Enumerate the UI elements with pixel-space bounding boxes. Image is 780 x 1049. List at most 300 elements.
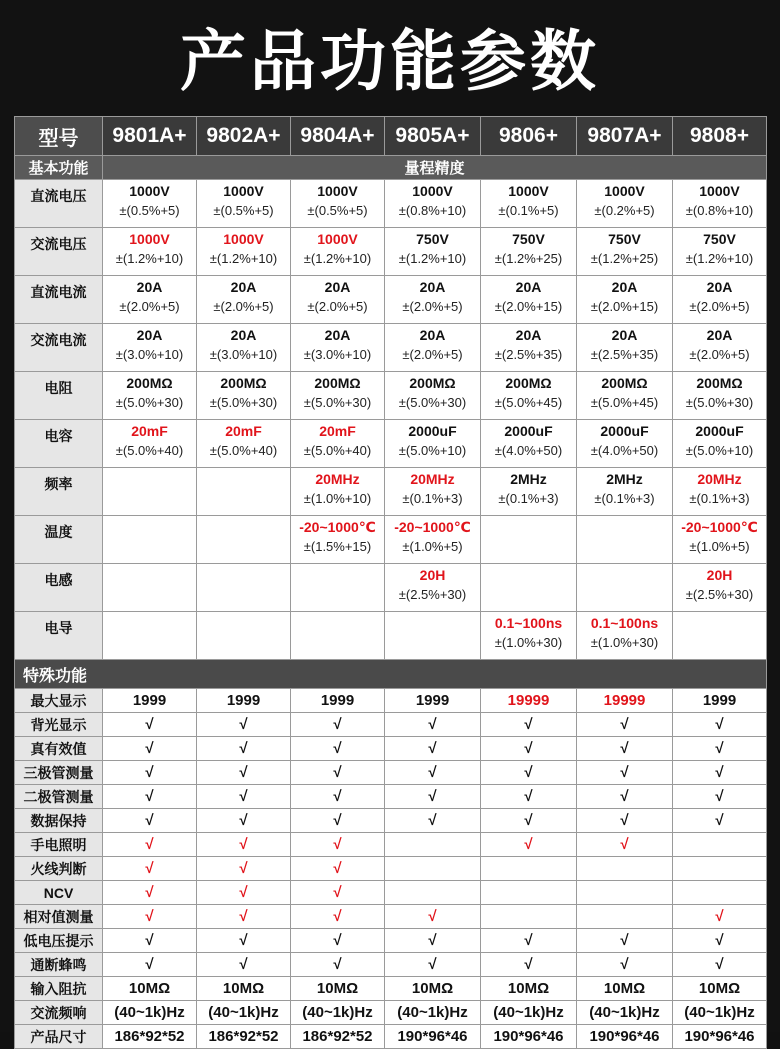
- spec-cell: [197, 324, 291, 372]
- feature-value: 190*96*46: [673, 1025, 767, 1049]
- feature-check: √: [481, 785, 577, 809]
- model-header: 9801A+: [103, 117, 197, 156]
- feature-check: √: [385, 929, 481, 953]
- accuracy-value: ±(1.2%+25): [590, 251, 659, 266]
- feature-check: √: [103, 953, 197, 977]
- spec-cell: [481, 612, 577, 660]
- feature-check: √: [673, 713, 767, 737]
- range-value: 2000uF: [504, 423, 553, 439]
- accuracy-value: ±(1.0%+30): [590, 635, 659, 650]
- special-row: [15, 785, 767, 809]
- range-value: 20A: [324, 327, 351, 343]
- spec-cell: [103, 372, 197, 420]
- spec-cell: [291, 516, 385, 564]
- range-value: 20mF: [319, 423, 356, 439]
- accuracy-value: ±(0.1%+3): [689, 491, 750, 506]
- basic-row: [15, 324, 767, 372]
- range-value: 0.1~100ns: [590, 615, 659, 631]
- feature-check: √: [103, 785, 197, 809]
- feature-check: √: [577, 929, 673, 953]
- feature-check: √: [197, 737, 291, 761]
- range-value: 20mF: [131, 423, 168, 439]
- range-value: [197, 612, 290, 613]
- row-label: 直流电压: [15, 180, 103, 228]
- model-header: 9802A+: [197, 117, 291, 156]
- range-value: 750V: [608, 231, 641, 247]
- spec-cell: [291, 228, 385, 276]
- spec-cell: [291, 468, 385, 516]
- feature-value: 1999: [197, 689, 291, 713]
- range-value: 20A: [611, 279, 638, 295]
- accuracy-value: ±(5.0%+40): [303, 443, 372, 458]
- feature-check: √: [291, 809, 385, 833]
- spec-cell: [103, 324, 197, 372]
- range-value: 750V: [703, 231, 736, 247]
- feature-check: √: [481, 809, 577, 833]
- feature-value: 10MΩ: [385, 977, 481, 1001]
- model-header: 9808+: [673, 117, 767, 156]
- range-value: 2MHz: [606, 471, 643, 487]
- row-label: 通断蜂鸣: [15, 953, 103, 977]
- accuracy-value: ±(2.0%+5): [307, 299, 368, 314]
- row-label: NCV: [15, 881, 103, 905]
- row-label: 交流电流: [15, 324, 103, 372]
- row-label: 二极管测量: [15, 785, 103, 809]
- range-value: 200MΩ: [314, 375, 361, 391]
- row-label: 温度: [15, 516, 103, 564]
- accuracy-value: ±(0.8%+10): [398, 203, 467, 218]
- spec-cell: [577, 372, 673, 420]
- feature-check: √: [103, 857, 197, 881]
- accuracy-value: ±(1.2%+10): [398, 251, 467, 266]
- range-value: [103, 612, 196, 613]
- spec-cell: [577, 516, 673, 564]
- accuracy-value: ±(2.0%+15): [590, 299, 659, 314]
- feature-check: √: [291, 929, 385, 953]
- accuracy-value: ±(2.0%+5): [213, 299, 274, 314]
- range-value: [673, 612, 766, 613]
- spec-cell: [197, 468, 291, 516]
- basic-row: [15, 612, 767, 660]
- spec-cell: [481, 180, 577, 228]
- spec-cell: [197, 228, 291, 276]
- range-value: 20mF: [225, 423, 262, 439]
- basic-row: [15, 420, 767, 468]
- spec-cell: [481, 276, 577, 324]
- feature-value: (40~1k)Hz: [673, 1001, 767, 1025]
- spec-cell: [673, 516, 767, 564]
- special-row: [15, 809, 767, 833]
- range-value: 200MΩ: [601, 375, 648, 391]
- range-value: -20~1000℃: [394, 519, 471, 535]
- range-value: 1000V: [223, 183, 264, 199]
- feature-check: √: [291, 905, 385, 929]
- feature-check: √: [673, 809, 767, 833]
- feature-check: √: [103, 761, 197, 785]
- feature-check: √: [197, 881, 291, 905]
- special-row: [15, 881, 767, 905]
- accuracy-value: ±(1.0%+5): [689, 539, 750, 554]
- row-label: 真有效值: [15, 737, 103, 761]
- row-label: 手电照明: [15, 833, 103, 857]
- range-value: 1000V: [508, 183, 549, 199]
- accuracy-value: ±(2.5%+30): [685, 587, 754, 602]
- accuracy-value: ±(3.0%+10): [303, 347, 372, 362]
- spec-cell: [103, 468, 197, 516]
- page-title: 产品功能参数: [180, 23, 600, 100]
- feature-check: √: [577, 953, 673, 977]
- spec-cell: [481, 564, 577, 612]
- spec-cell: [673, 612, 767, 660]
- model-header: 9805A+: [385, 117, 481, 156]
- row-label: 低电压提示: [15, 929, 103, 953]
- spec-cell: [673, 420, 767, 468]
- accuracy-value: ±(5.0%+45): [494, 395, 563, 410]
- feature-value: 19999: [577, 689, 673, 713]
- feature-check: √: [291, 785, 385, 809]
- feature-check: √: [481, 953, 577, 977]
- accuracy-value: ±(0.8%+10): [685, 203, 754, 218]
- row-label: 背光显示: [15, 713, 103, 737]
- feature-check: √: [577, 713, 673, 737]
- spec-cell: [103, 228, 197, 276]
- feature-check: [481, 905, 577, 929]
- feature-value: 10MΩ: [673, 977, 767, 1001]
- feature-value: 1999: [385, 689, 481, 713]
- row-label: 直流电流: [15, 276, 103, 324]
- accuracy-value: ±(2.0%+5): [402, 347, 463, 362]
- range-value: [481, 516, 576, 517]
- feature-value: 190*96*46: [577, 1025, 673, 1049]
- spec-cell: [291, 180, 385, 228]
- spec-cell: [291, 612, 385, 660]
- range-value: 1000V: [129, 231, 170, 247]
- feature-check: √: [197, 785, 291, 809]
- feature-check: √: [291, 857, 385, 881]
- special-row: [15, 833, 767, 857]
- accuracy-value: ±(5.0%+45): [590, 395, 659, 410]
- feature-value: 10MΩ: [577, 977, 673, 1001]
- feature-value: 10MΩ: [197, 977, 291, 1001]
- feature-value: 10MΩ: [481, 977, 577, 1001]
- feature-value: (40~1k)Hz: [385, 1001, 481, 1025]
- range-value: 750V: [416, 231, 449, 247]
- accuracy-value: ±(2.5%+30): [398, 587, 467, 602]
- special-row: [15, 761, 767, 785]
- accuracy-value: ±(0.1%+3): [498, 491, 559, 506]
- special-section-row: [15, 660, 767, 689]
- range-value: 20A: [230, 279, 257, 295]
- accuracy-value: ±(1.5%+15): [303, 539, 372, 554]
- feature-check: √: [197, 929, 291, 953]
- spec-cell: [197, 516, 291, 564]
- feature-check: √: [197, 761, 291, 785]
- range-value: 20A: [136, 279, 163, 295]
- basic-row: [15, 468, 767, 516]
- feature-check: √: [385, 905, 481, 929]
- special-section-title: 特殊功能: [15, 660, 767, 689]
- feature-value: 10MΩ: [103, 977, 197, 1001]
- basic-row: [15, 564, 767, 612]
- accuracy-value: ±(5.0%+40): [115, 443, 184, 458]
- feature-check: [385, 881, 481, 905]
- range-value: 20A: [136, 327, 163, 343]
- spec-cell: [385, 228, 481, 276]
- spec-cell: [385, 612, 481, 660]
- spec-cell: [385, 372, 481, 420]
- range-value: 200MΩ: [505, 375, 552, 391]
- spec-cell: [385, 564, 481, 612]
- spec-cell: [577, 420, 673, 468]
- special-row: [15, 737, 767, 761]
- basic-section-row: [15, 156, 767, 180]
- row-label: 产品尺寸: [15, 1025, 103, 1049]
- feature-value: (40~1k)Hz: [197, 1001, 291, 1025]
- spec-cell: [197, 180, 291, 228]
- accuracy-value: ±(2.0%+5): [689, 347, 750, 362]
- feature-check: √: [673, 737, 767, 761]
- range-value: [103, 564, 196, 565]
- accuracy-value: ±(0.5%+5): [213, 203, 274, 218]
- model-header: 9804A+: [291, 117, 385, 156]
- feature-check: [385, 833, 481, 857]
- feature-value: 190*96*46: [385, 1025, 481, 1049]
- spec-cell: [291, 372, 385, 420]
- feature-check: √: [385, 761, 481, 785]
- range-value: 750V: [512, 231, 545, 247]
- range-value: 20A: [419, 279, 446, 295]
- feature-check: √: [291, 881, 385, 905]
- accuracy-value: ±(1.2%+10): [685, 251, 754, 266]
- range-value: 1000V: [604, 183, 645, 199]
- basic-row: [15, 516, 767, 564]
- range-value: 1000V: [223, 231, 264, 247]
- special-row: [15, 1025, 767, 1049]
- range-value: 20A: [515, 279, 542, 295]
- feature-check: √: [673, 929, 767, 953]
- feature-check: √: [481, 929, 577, 953]
- range-value: [103, 468, 196, 469]
- feature-check: √: [291, 737, 385, 761]
- special-row: [15, 713, 767, 737]
- feature-check: √: [197, 833, 291, 857]
- feature-check: √: [291, 713, 385, 737]
- row-label: 频率: [15, 468, 103, 516]
- accuracy-value: ±(1.2%+10): [209, 251, 278, 266]
- feature-check: [673, 881, 767, 905]
- special-row: [15, 689, 767, 713]
- range-value: 20MHz: [697, 471, 742, 487]
- spec-cell: [481, 372, 577, 420]
- spec-cell: [577, 276, 673, 324]
- feature-check: √: [481, 833, 577, 857]
- spec-cell: [197, 372, 291, 420]
- spec-cell: [385, 516, 481, 564]
- feature-check: √: [577, 785, 673, 809]
- range-value: [197, 564, 290, 565]
- feature-value: (40~1k)Hz: [577, 1001, 673, 1025]
- feature-check: [577, 881, 673, 905]
- range-value: 20H: [419, 567, 446, 583]
- feature-value: 19999: [481, 689, 577, 713]
- spec-cell: [577, 612, 673, 660]
- accuracy-value: ±(2.0%+5): [689, 299, 750, 314]
- basic-row: [15, 276, 767, 324]
- type-label: 型号: [15, 117, 103, 156]
- feature-check: [481, 881, 577, 905]
- range-value: [197, 468, 290, 469]
- range-value: 1000V: [412, 183, 453, 199]
- range-value: [577, 516, 672, 517]
- spec-table: [14, 116, 767, 1049]
- feature-check: √: [673, 785, 767, 809]
- spec-cell: [385, 180, 481, 228]
- accuracy-value: ±(0.5%+5): [307, 203, 368, 218]
- feature-check: √: [577, 737, 673, 761]
- special-row: [15, 929, 767, 953]
- spec-cell: [577, 468, 673, 516]
- feature-value: 1999: [291, 689, 385, 713]
- spec-cell: [577, 324, 673, 372]
- range-value: 20A: [419, 327, 446, 343]
- accuracy-value: ±(5.0%+30): [685, 395, 754, 410]
- row-label: 输入阻抗: [15, 977, 103, 1001]
- model-header: 9807A+: [577, 117, 673, 156]
- spec-cell: [103, 420, 197, 468]
- accuracy-value: ±(5.0%+30): [303, 395, 372, 410]
- accuracy-value: ±(1.0%+30): [494, 635, 563, 650]
- feature-check: √: [577, 809, 673, 833]
- accuracy-value: ±(0.5%+5): [119, 203, 180, 218]
- row-label: 电容: [15, 420, 103, 468]
- feature-check: √: [577, 833, 673, 857]
- range-value: 1000V: [129, 183, 170, 199]
- special-row: [15, 977, 767, 1001]
- spec-cell: [673, 180, 767, 228]
- range-value: 20MHz: [410, 471, 455, 487]
- range-value: 200MΩ: [126, 375, 173, 391]
- feature-check: [385, 857, 481, 881]
- range-value: 0.1~100ns: [494, 615, 563, 631]
- accuracy-value: ±(5.0%+40): [209, 443, 278, 458]
- range-value: 2000uF: [695, 423, 744, 439]
- accuracy-value: ±(3.0%+10): [209, 347, 278, 362]
- basic-section-title: 量程精度: [103, 156, 767, 180]
- feature-value: (40~1k)Hz: [103, 1001, 197, 1025]
- range-value: [481, 564, 576, 565]
- spec-cell: [291, 324, 385, 372]
- accuracy-value: ±(5.0%+10): [685, 443, 754, 458]
- feature-check: √: [291, 833, 385, 857]
- accuracy-value: ±(1.0%+5): [402, 539, 463, 554]
- feature-check: √: [197, 905, 291, 929]
- spec-cell: [385, 276, 481, 324]
- feature-check: √: [197, 713, 291, 737]
- row-label: 交流电压: [15, 228, 103, 276]
- feature-value: 1999: [673, 689, 767, 713]
- feature-check: √: [481, 761, 577, 785]
- feature-check: √: [385, 713, 481, 737]
- spec-cell: [385, 324, 481, 372]
- range-value: 20A: [230, 327, 257, 343]
- feature-value: (40~1k)Hz: [481, 1001, 577, 1025]
- special-row: [15, 1001, 767, 1025]
- accuracy-value: ±(0.1%+3): [402, 491, 463, 506]
- special-row: [15, 953, 767, 977]
- accuracy-value: ±(4.0%+50): [494, 443, 563, 458]
- accuracy-value: ±(0.1%+5): [498, 203, 559, 218]
- feature-value: 190*96*46: [481, 1025, 577, 1049]
- range-value: 1000V: [317, 183, 358, 199]
- spec-cell: [673, 276, 767, 324]
- feature-check: √: [481, 737, 577, 761]
- feature-check: √: [673, 953, 767, 977]
- range-value: [291, 564, 384, 565]
- accuracy-value: ±(5.0%+30): [115, 395, 184, 410]
- spec-cell: [197, 564, 291, 612]
- spec-cell: [673, 228, 767, 276]
- accuracy-value: ±(2.5%+35): [494, 347, 563, 362]
- special-row: [15, 905, 767, 929]
- feature-check: √: [103, 737, 197, 761]
- range-value: 1000V: [317, 231, 358, 247]
- feature-check: √: [385, 785, 481, 809]
- row-label: 电阻: [15, 372, 103, 420]
- feature-check: √: [197, 953, 291, 977]
- spec-cell: [385, 468, 481, 516]
- row-label: 火线判断: [15, 857, 103, 881]
- spec-cell: [577, 228, 673, 276]
- feature-value: 1999: [103, 689, 197, 713]
- range-value: 20A: [611, 327, 638, 343]
- spec-cell: [103, 276, 197, 324]
- spec-cell: [481, 228, 577, 276]
- feature-check: √: [103, 809, 197, 833]
- range-value: 20A: [324, 279, 351, 295]
- basic-row: [15, 180, 767, 228]
- spec-cell: [103, 564, 197, 612]
- model-header: 9806+: [481, 117, 577, 156]
- range-value: 200MΩ: [409, 375, 456, 391]
- feature-check: √: [673, 761, 767, 785]
- accuracy-value: ±(4.0%+50): [590, 443, 659, 458]
- feature-check: √: [103, 713, 197, 737]
- range-value: 2000uF: [600, 423, 649, 439]
- row-label: 三极管测量: [15, 761, 103, 785]
- accuracy-value: ±(1.0%+10): [303, 491, 372, 506]
- row-label: 交流频响: [15, 1001, 103, 1025]
- row-label: 电导: [15, 612, 103, 660]
- range-value: 20H: [706, 567, 733, 583]
- feature-check: √: [385, 809, 481, 833]
- accuracy-value: ±(3.0%+10): [115, 347, 184, 362]
- accuracy-value: ±(2.0%+5): [119, 299, 180, 314]
- range-value: 2MHz: [510, 471, 547, 487]
- feature-check: √: [291, 953, 385, 977]
- spec-cell: [673, 564, 767, 612]
- range-value: 20A: [706, 279, 733, 295]
- feature-check: [673, 833, 767, 857]
- row-label: 相对值测量: [15, 905, 103, 929]
- feature-check: √: [103, 881, 197, 905]
- feature-check: √: [481, 713, 577, 737]
- spec-cell: [673, 468, 767, 516]
- spec-cell: [577, 564, 673, 612]
- accuracy-value: ±(0.1%+3): [594, 491, 655, 506]
- range-value: 2000uF: [408, 423, 457, 439]
- accuracy-value: ±(1.2%+10): [115, 251, 184, 266]
- accuracy-value: ±(1.2%+25): [494, 251, 563, 266]
